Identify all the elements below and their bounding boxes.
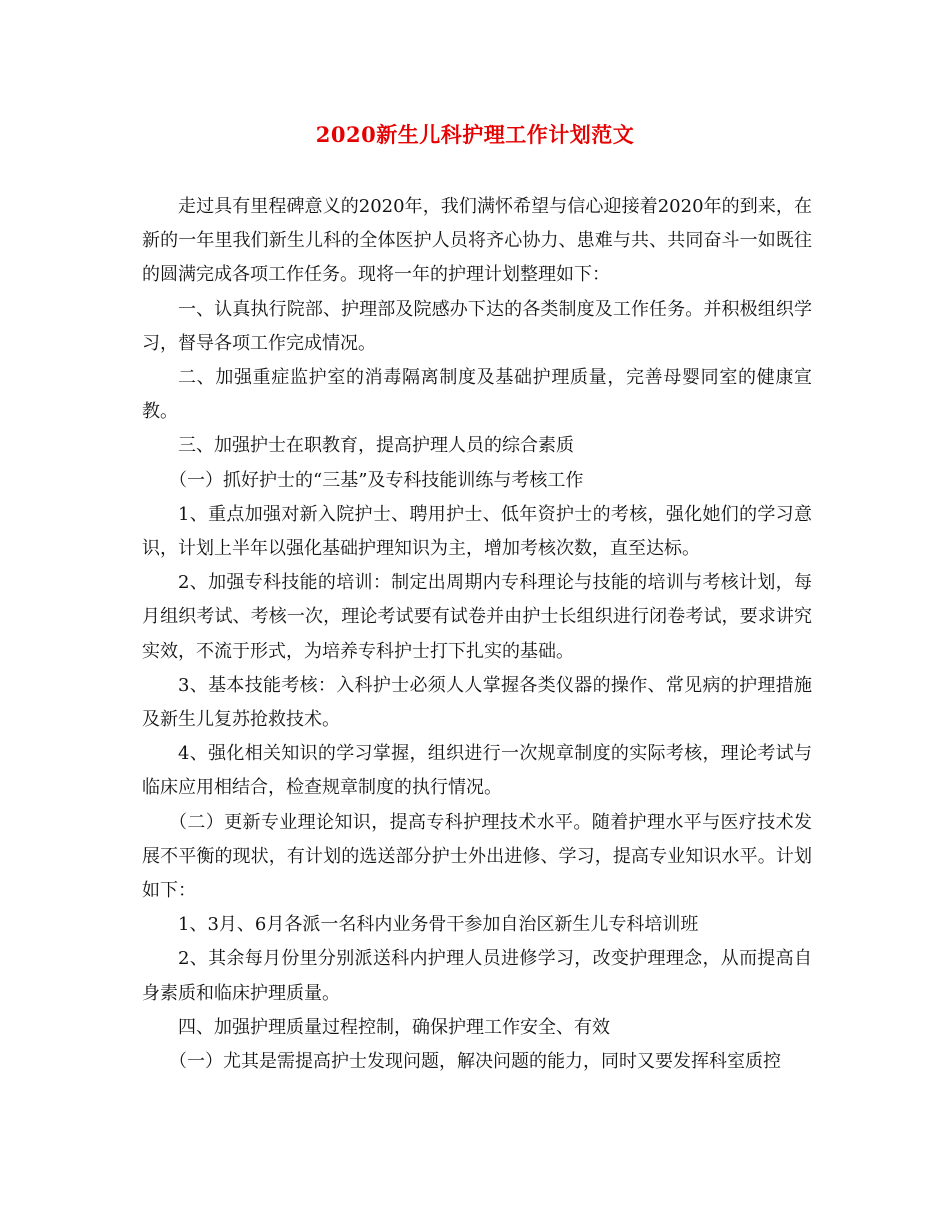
paragraph-section-3: 三、加强护士在职教育，提高护理人员的综合素质: [178, 435, 574, 457]
paragraph-item-3-1-2: 2、加强专科技能的培训：制定出周期内专科理论与技能的培训与考核计划，每月组织考试、考核一次，理论考试要有试卷并由护士长组织进行闭卷考试，要求讲究实效，不流于形式，为培养专科护士打下扎实的基础。: [142, 572, 812, 662]
paragraph-item-3-2-1: 1、3月、6月各派一名科内业务骨干参加自治区新生儿专科培训班: [178, 914, 699, 936]
paragraph-item-3-1-1: 1、重点加强对新入院护士、聘用护士、低年资护士的考核，强化她们的学习意识，计划上半年以强化基础护理知识为主，增加考核次数，直至达标。: [142, 503, 812, 560]
paragraph-intro: 走过具有里程碑意义的2020年，我们满怀希望与信心迎接着2020年的到来，在新的一年里我们新生儿科的全体医护人员将齐心协力、患难与共、共同奋斗一如既往的圆满完成各项工作任务。现将一年的护理计划整理如下：: [142, 196, 812, 286]
paragraph-item-3-2-2: 2、其余每月份里分别派送科内护理人员进修学习，改变护理理念，从而提高自身素质和临床护理质量。: [142, 948, 812, 1004]
paragraph-subsection-3-1: （一）抓好护士的“三基”及专科技能训练与考核工作: [169, 469, 584, 491]
paragraph-item-3-1-4: 4、强化相关知识的学习掌握，组织进行一次规章制度的实际考核，理论考试与临床应用相结合，检查规章制度的执行情况。: [142, 743, 812, 799]
document-body: [142, 190, 812, 1079]
paragraph-section-2: 二、加强重症监护室的消毒隔离制度及基础护理质量，完善母婴同室的健康宣教。: [142, 367, 812, 423]
paragraph-section-1: 一、认真执行院部、护理部及院感办下达的各类制度及工作任务。并积极组织学习，督导各项工作完成情况。: [142, 298, 812, 354]
paragraph-section-4: 四、加强护理质量过程控制，确保护理工作安全、有效: [178, 1016, 610, 1038]
paragraph-item-3-1-3: 3、基本技能考核：入科护士必须人人掌握各类仪器的操作、常见病的护理措施及新生儿复苏抢救技术。: [142, 674, 812, 731]
paragraph-subsection-4-1: （一）尤其是需提高护士发现问题，解决问题的能力，同时又要发挥科室质控: [169, 1051, 781, 1073]
paragraph-subsection-3-2: （二）更新专业理论知识，提高专科护理技术水平。随着护理水平与医疗技术发展不平衡的现状，有计划的选送部分护士外出进修、学习，提高专业知识水平。计划如下：: [142, 811, 812, 902]
document-title: 2020新生儿科护理工作计划范文: [315, 122, 635, 147]
